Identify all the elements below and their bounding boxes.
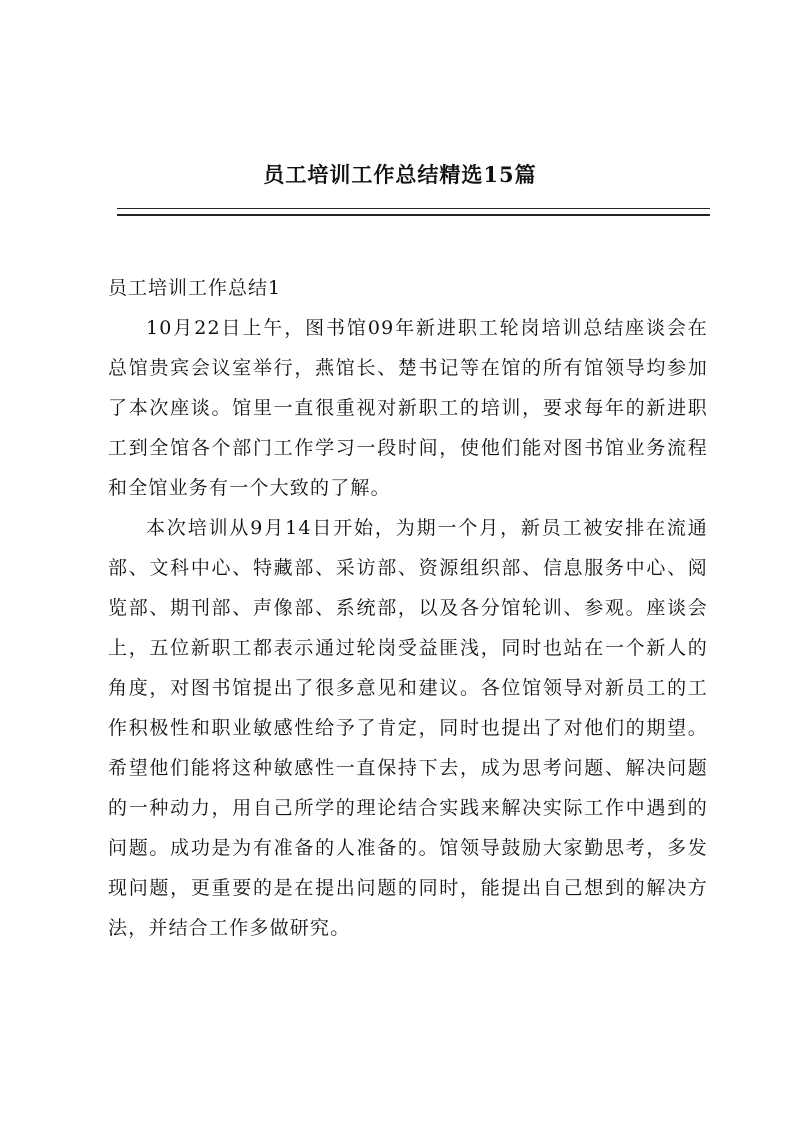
paragraph-2: 本次培训从9月14日开始，为期一个月，新员工被安排在流通部、文科中心、特藏部、采访部、资源组织部、信息服务中心、阅览部、期刊部、声像部、系统部，以及各分馆轮训、参观。座谈会上，五位新职工都表示通过轮岗受益匪浅，同时也站在一个新人的角度，对图书馆提出了很多意见和建议。各位馆领导对新员工的工作积极性和职业敏感性给予了肯定，同时也提出了对他们的期望。希望他们能将这种敏感性一直保持下去，成为思考问题、解决问题的一种动力，用自己所学的理论结合实践来解决实际工作中遇到的问题。成功是为有准备的人准备的。馆领导鼓励大家勤思考，多发现问题，更重要的是在提出问题的同时，能提出自己想到的解决方法，并结合工作多做研究。 xyxy=(108,517,708,939)
document-title: 员工培训工作总结精选15篇 xyxy=(263,162,537,187)
paragraph-1: 10月22日上午，图书馆09年新进职工轮岗培训总结座谈会在总馆贵宾会议室举行，燕馆长、楚书记等在馆的所有馆领导均参加了本次座谈。馆里一直很重视对新职工的培训，要求每年的新进职工到全馆各个部门工作学习一段时间，使他们能对图书馆业务流程和全馆业务有一个大致的了解。 xyxy=(108,317,708,499)
section-heading: 员工培训工作总结1 xyxy=(108,277,282,299)
document-body xyxy=(108,268,708,948)
title-divider xyxy=(117,208,710,216)
